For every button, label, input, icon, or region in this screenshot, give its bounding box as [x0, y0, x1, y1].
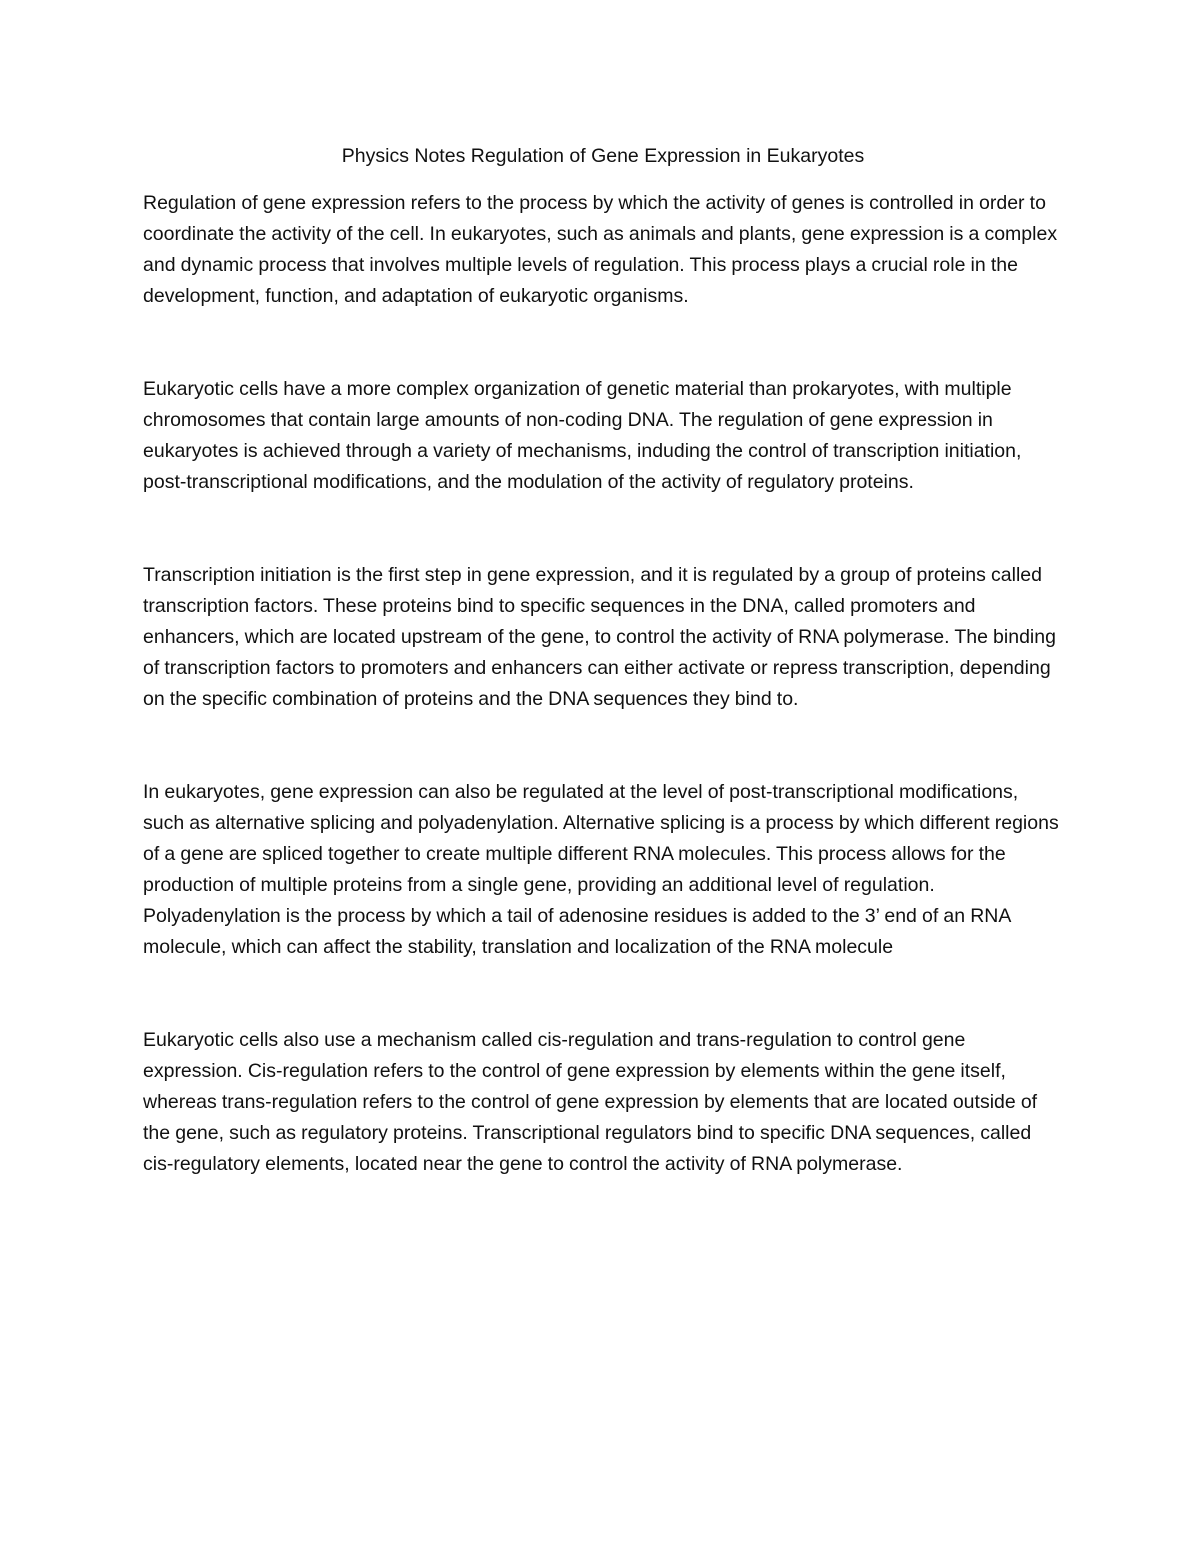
paragraph-intro: Regulation of gene expression refers to the process by which the activity of genes is controlled in order to coordinate the activity of the cell. In eukaryotes, such as animals and plants, gene expression is a complex and dynamic process that involves multiple levels of regulation. This process plays a crucial role in the development, function, and adaptation of eukaryotic organisms.	[143, 192, 1058, 307]
paragraph-genetic-organization: Eukaryotic cells have a more complex organization of genetic material than prokaryotes, with multiple chromosomes that contain large amounts of non-coding DNA. The regulation of gene expression in eukaryotes is achieved through a variety of mechanisms, induding the control of transcription initiation, post-transcriptional modifications, and the modulation of the activity of regulatory proteins.	[143, 378, 1022, 493]
paragraph-post-transcriptional: In eukaryotes, gene expression can also be regulated at the level of post-transcriptional modifications, such as alternative splicing and polyadenylation. Alternative splicing is a process by which different regions of a gene are spliced together to create multiple different RNA molecules. This process allows for the production of multiple proteins from a single gene, providing an additional level of regulation. Polyadenylation is the process by which a tail of adenosine residues is added to the 3’ end of an RNA molecule, which can affect the stability, translation and localization of the RNA molecule	[143, 781, 1059, 958]
paragraph-cis-trans-regulation: Eukaryotic cells also use a mechanism called cis-regulation and trans-regulation to control gene expression. Cis-regulation refers to the control of gene expression by elements within the gene itself, whereas trans-regulation refers to the control of gene expression by elements that are located outside of the gene, such as regulatory proteins. Transcriptional regulators bind to specific DNA sequences, called cis-regulatory elements, located near the gene to control the activity of RNA polymerase.	[143, 1029, 1038, 1175]
document-body	[143, 141, 1063, 1180]
document-title: Physics Notes Regulation of Gene Expression in Eukaryotes	[341, 145, 865, 167]
paragraph-transcription-initiation: Transcription initiation is the first step in gene expression, and it is regulated by a group of proteins called transcription factors. These proteins bind to specific sequences in the DNA, called promoters and enhancers, which are located upstream of the gene, to control the activity of RNA polymerase. The binding of transcription factors to promoters and enhancers can either activate or repress transcription, depending on the specific combination of proteins and the DNA sequences they bind to.	[143, 564, 1056, 710]
